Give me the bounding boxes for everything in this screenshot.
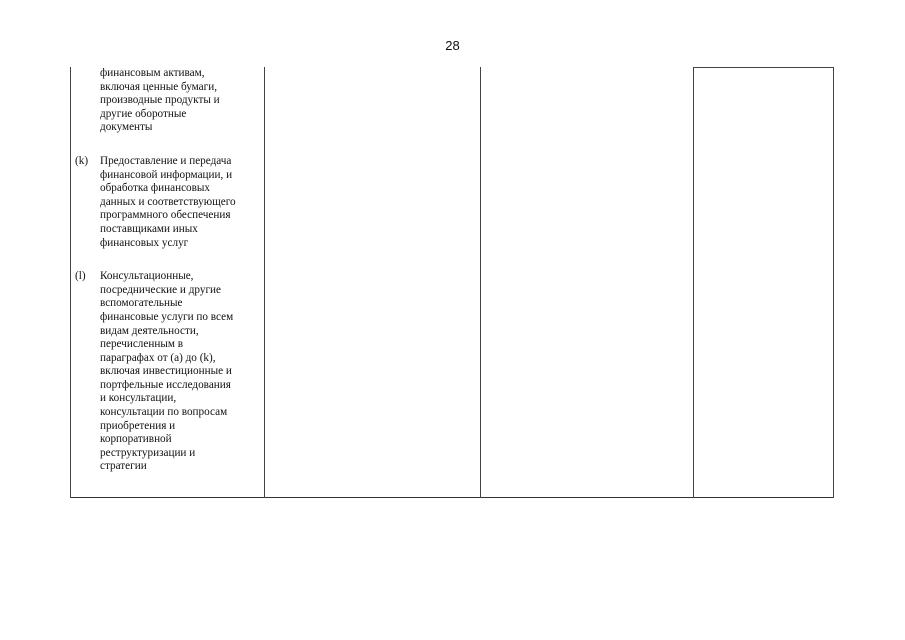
entry-continued (75, 67, 263, 135)
entry-line: данных и соответствующего (100, 195, 236, 208)
entry-line: приобретения и (100, 419, 176, 432)
entry-line: Консультационные, (100, 270, 194, 283)
entry-line: параграфах от (a) до (k), (100, 351, 216, 364)
entry-line: финансовых услуг (100, 236, 189, 249)
entry-line: производные продукты и (100, 94, 220, 107)
column-divider-2 (480, 67, 481, 498)
table-right-border (833, 67, 834, 498)
entry-line: включая инвестиционные и (100, 365, 232, 378)
entry-k (75, 155, 263, 250)
entry-line: консультации по вопросам (100, 406, 228, 419)
entry-line: обработка финансовых (100, 182, 211, 195)
entry-line: вспомогательные (100, 297, 183, 310)
entry-l (75, 270, 263, 474)
entry-line: и консультации, (100, 392, 177, 405)
entry-line: реструктуризации и (100, 446, 196, 459)
entry-line: включая ценные бумаги, (100, 80, 218, 93)
entry-marker: (l) (75, 270, 86, 283)
column-divider-3 (693, 67, 694, 498)
column-divider-1 (264, 67, 265, 498)
last-column-top-border (693, 67, 834, 68)
entry-line: программного обеспечения (100, 209, 231, 222)
entry-marker: (k) (75, 154, 89, 167)
entry-line: финансовой информации, и (100, 168, 233, 181)
table-left-border (70, 67, 71, 498)
entry-line: видам деятельности, (100, 324, 199, 337)
entry-line: финансовым активам, (100, 67, 205, 79)
sector-column (75, 67, 263, 474)
entry-line: перечисленным в (100, 338, 184, 351)
services-table (70, 67, 834, 498)
entry-line: документы (100, 121, 153, 134)
page-number: 28 (445, 38, 460, 53)
entry-line: Предоставление и передача (100, 154, 232, 167)
entry-line: другие оборотные (100, 107, 187, 120)
entry-line: корпоративной (100, 433, 172, 446)
entry-line: портфельные исследования (100, 378, 231, 391)
entry-line: финансовые услуги по всем (100, 310, 234, 323)
entry-line: стратегии (100, 460, 147, 473)
entry-line: посреднические и другие (100, 283, 221, 296)
entry-line: поставщиками иных (100, 222, 198, 235)
